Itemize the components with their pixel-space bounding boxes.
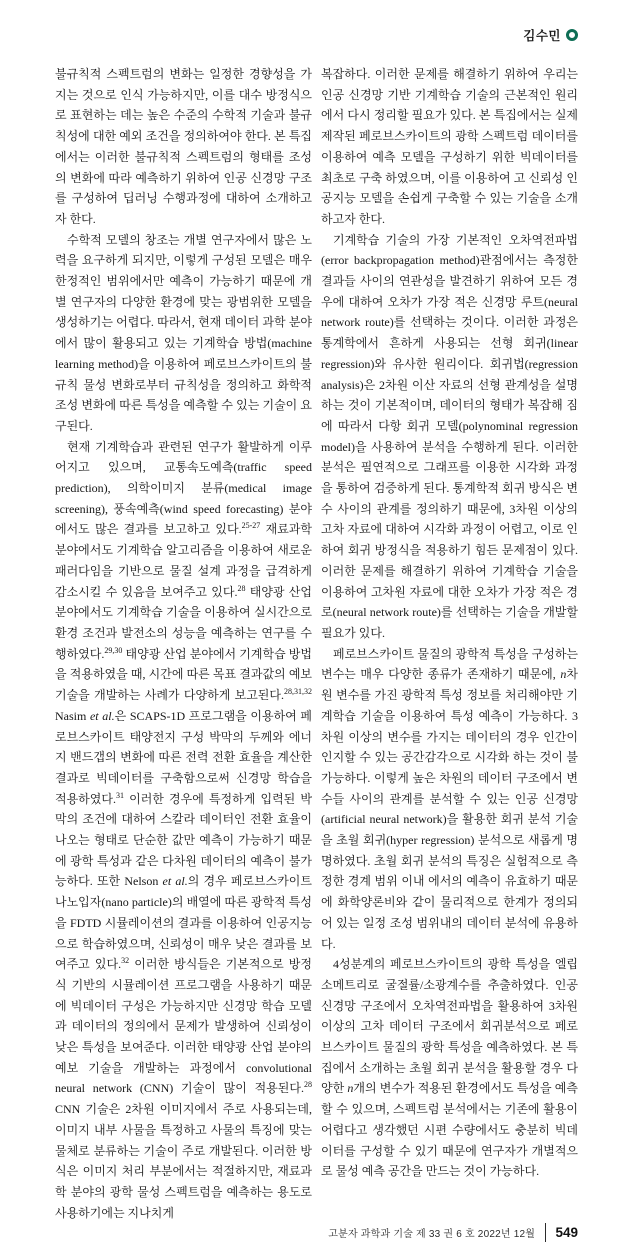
text-run: 이러한 방식들은 기본적으로 방정식 기반의 시뮬레이션 프로그램을 사용하기 때문에 빅데이터 구성은 가능하지만 신경망 학습 모델과 데이터의 정의에서 문제가 발생하여 신뢰성이 낮은 특성을 보여준다. 이러한 태양광 산업 분야의 예보 기술을 개발하는 과정에서 convolutional neural network (CNN) 기술이 많이 적용된다. [55,957,312,1096]
paragraph [321,644,578,955]
text-run: 기계학습 기술의 가장 기본적인 오차역전파법(error backpropagation method)관점에서는 측정한 결과들 사이의 연관성을 발견하기 위하여 모든 경우에 대하여 오차가 가장 적은 신경망 루트(neural network route)를 선택하는 것이다. 이러한 과정은 통계학에서 흔하게 사용되는 선형 회귀(linear regression)와 유사한 원리이다. 회귀법(regression analysis)은 2차원 이산 자료의 선형 관계성을 설명하는 것이 기본적이며, 데이터의 형태가 복잡해 짐에 따라서 다항 회귀 모델(polynominal regression model)을 사용하여 분석을 수행하게 된다. 이러한 분석은 필연적으로 그래프를 이용한 시각화 과정을 통하여 검증하게 된다. 통계학적 회귀 방식은 변수 사이의 관계를 정의하기 때문에, 3차원 이상의 고차 자료에 대하여 시각화 과정이 어렵고, 이로 인하여 회귀 방정식을 적용하기 힘든 문제점이 있다. 이러한 문제를 해결하기 위하여 기계학습 기술을 이용하여 고차원 자료에 대한 오차가 가장 적은 경로(neural network route)를 선택하는 기술을 개발할 필요가 있다. [321,232,578,640]
text-run: n [560,667,567,682]
paragraph [321,230,578,644]
text-run: 의 경우 페로브스카이트 나노입자(nano particle)의 배열에 따른 광학적 특성을 FDTD 시뮬레이션의 결과를 이용하여 인공지능으로 학습하였으며, 신뢰성이 매우 낮은 결과를 보여주고 있다. [55,874,312,972]
paragraph [55,64,312,230]
text-run: 이러한 경우에 특정하게 입력된 박막의 조건에 대하여 스칼라 데이터인 전환 효율이 나오는 형태로 단순한 값만 예측이 가능하기 때문에 광학 특성과 같은 다차원 데이터의 예측이 불가능하다. 또한 Nelson [55,791,312,889]
author-name: 김수민 [523,29,561,43]
text-run: CNN 기술은 2차원 이미지에서 주로 사용되는데, 이미지 내부 사물을 특정하고 사물의 특징에 맞는 물체로 분류하는 기술이 주로 개발된다. 이러한 방식은 이미지 처리 부분에서는 적절하지만, 재료과학 분야의 광학 물성 스펙트럼을 예측하는 용도로 사용하기에는 지나치게 [55,1102,312,1220]
text-run: 태양광 산업 분야에서 기계학습 방법을 적용하였을 때, 시간에 따른 목표 결과값의 예보 기술을 개발하는 사례가 다양하게 보고된다. [55,646,312,703]
text-run: 수학적 모델의 창조는 개별 연구자에서 많은 노력을 요구하게 되지만, 이렇게 구성된 모델은 매우 한정적인 범위에서만 예측이 가능하기 때문에 개별 연구자의 다양한 환경에 맞는 광범위한 모델을 생성하기는 어렵다. 따라서, 현재 데이터 과학 분야에서 많이 활용되고 있는 기계학습 방법(machine learning method)을 이용하여 페로브스카이트의 불규칙 물성 변화로부터 규칙성을 정의하고 화학적 조성 변화에 따른 특성을 예측할 수 있는 기술이 요구된다. [55,232,312,433]
left-column [55,64,312,1223]
paragraph [55,437,312,1224]
orcid-ring-icon[interactable] [566,29,578,41]
text-run: 페로브스카이트 물질의 광학적 특성을 구성하는 변수는 매우 다양한 종류가 존재하기 때문에, [321,646,578,682]
text-run: et al. [162,874,188,889]
text-run: 개의 변수가 적용된 환경에서도 특성을 예측할 수 있으며, 스펙트럼 분석에서는 기존에 활용이 어렵다고 생각했던 시편 수량에서도 충분히 빅데이터를 구성할 수 있기 때문에 연구자가 개별적으로 물성 예측 공간을 만드는 것이 가능하다. [321,1081,578,1179]
reference-superscript: 31 [115,790,124,800]
reference-superscript: 32 [121,956,130,966]
reference-superscript: 28 [237,583,246,593]
text-run: 재료과학 분야에서도 기계학습 알고리즘을 이용하여 새로운 패러다임을 기반으로 물질 설계 과정을 급격하게 감소시킬 수 있음을 보여주고 있다. [55,522,312,599]
text-run: Nasim [55,708,90,723]
reference-superscript: 28 [304,1080,312,1090]
text-run: 은 SCAPS-1D 프로그램을 이용하여 페로브스카이트 태양전지 구성 박막의 두께와 에너지 밴드갭의 변화에 따른 전력 전환 효율을 계산한 결과로 빅데이터를 구축함으로써 신경망 학습을 적용하였다. [55,708,312,806]
article-body [55,64,578,1223]
paragraph [321,64,578,230]
text-run: et al. [89,708,115,723]
text-run: 태양광 산업 분야에서도 기계학습 기술을 이용하여 실시간으로 환경 조건과 발전소의 성능을 예측하는 연구를 수행하였다. [55,584,312,661]
reference-superscript: 28,31,32 [284,687,312,697]
reference-superscript: 29,30 [104,645,123,655]
text-run: 현재 기계학습과 관련된 연구가 활발하게 이루어지고 있으며, 교통속도예측(traffic speed prediction), 의학이미지 분류(medical image screening), 풍속예측(wind speed forecasting) 분야에서도 많은 결과를 보고하고 있다. [55,439,312,537]
page-number: 549 [555,1225,578,1241]
paragraph [321,954,578,1182]
text-run: 차원 변수를 가진 광학적 특성 정보를 처리해야만 기계학습 기술을 이용하여 특성 예측이 가능하다. 3차원 이상의 변수를 가지는 데이터의 경우 인간이 인지할 수 있는 공간감각으로 시각화 하는 것이 불가능하다. 이렇게 높은 차원의 데이터 구조에서 변수들 사이의 관계를 분석할 수 있는 인공 신경망(artificial neural network)을 활용한 회귀 분석 기술을 초월 회귀(hyper regression) 분석으로 새롭게 명명하였다. 초월 회귀 분석의 특징은 실험적으로 측정한 경계 범위 이내 에서의 예측이 유효하기 때문에 화학양론비와 같이 물리적으로 한계가 정의되어 있는 일정 조성 범위내의 데이터 분석에 유용하다. [321,667,578,951]
text-run: n [347,1081,354,1096]
right-column [321,64,578,1223]
journal-issue-info: 고분자 과학과 기술 제 33 권 6 호 2022년 12월 [328,1229,536,1241]
reference-superscript: 25-27 [241,521,261,531]
page-footer [55,1223,578,1256]
text-run: 4성분계의 페로브스카이트의 광학 특성을 엘립소메트리로 굴절률/소광계수를 추출하였다. 인공 신경망 구조에서 오차역전파법을 활용하여 3차원 이상의 고차 데이터 구조에서 회귀분석으로 페로브스카이트 물질의 광학 특성을 예측하였다. 본 특집에서 소개하는 초월 회귀 분석을 활용할 경우 다양한 [321,957,578,1096]
text-run: 불규칙적 스펙트럼의 변화는 일정한 경향성을 가지는 것으로 인식 가능하지만, 이를 대수 방정식으로 표현하는 데는 높은 수준의 수학적 기술과 불규칙성에 대한 예외 조건을 정의하여야 한다. 본 특집에서는 이러한 불규칙적 스펙트럼의 형태를 조성의 변화에 따라 예측하기 위하여 인공 신경망 구조를 구성하여 딥러닝 수행과정에 대하여 소개하고자 한다. [55,67,312,226]
footer-divider [545,1223,546,1242]
paragraph [55,230,312,437]
text-run: 복잡하다. 이러한 문제를 해결하기 위하여 우리는 인공 신경망 기반 기계학습 기술의 근본적인 원리에서 다시 정리할 필요가 있다. 본 특집에서는 실제 제작된 페로브스카이트의 광학 스펙트럼 데이터를 이용하여 예측 모델을 구성하기 위한 빅데이터를 최초로 구축 하였으며, 이를 이용하여 고 신뢰성 인공지능 모델을 손쉽게 구축할 수 있는 기술을 소개하고자 한다. [321,67,578,226]
page-header [55,26,578,44]
